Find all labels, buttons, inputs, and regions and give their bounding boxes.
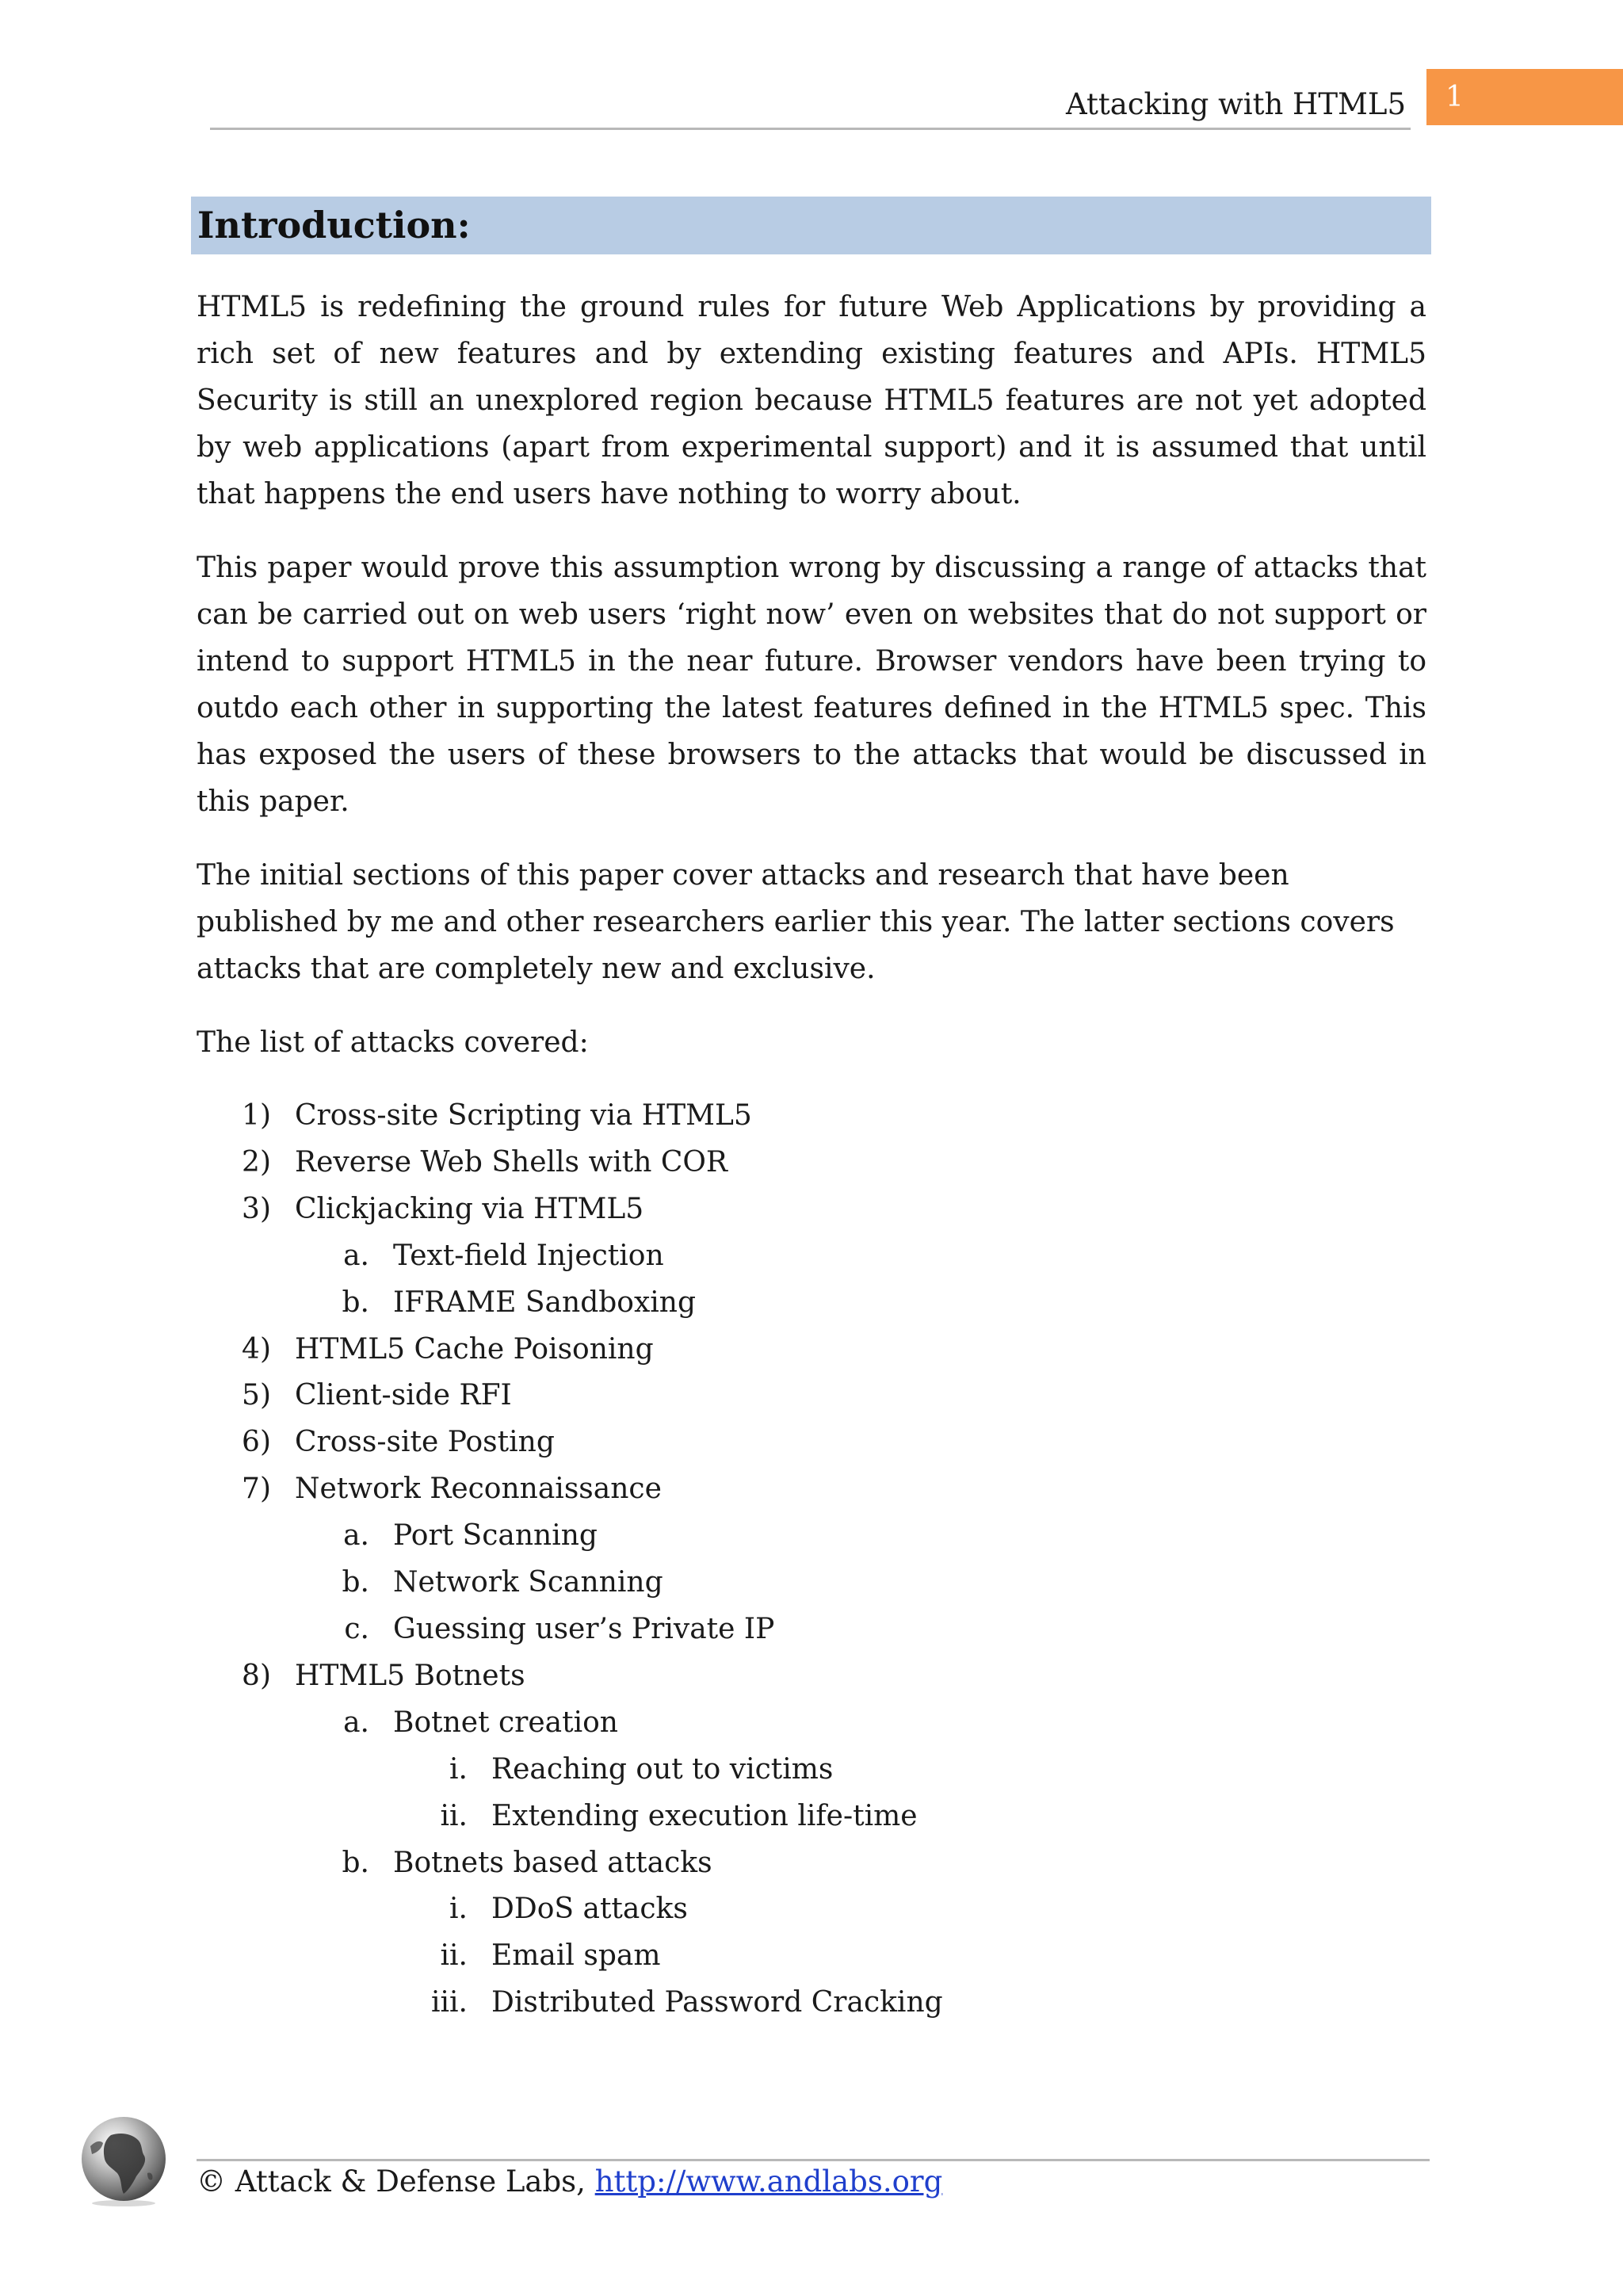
paragraph: This paper would prove this assumption wrong by discussing a range of attacks that can be carried out on web users ‘right now’ even on websites that do not support or intend to support HTML5 in the near future. Browser vendors have been trying to outdo each other in supporting the latest features defined in the HTML5 spec. This has exposed the users of these browsers to the attacks that would be discussed in this paper. xyxy=(197,552,1426,818)
page-number: 1 xyxy=(1445,81,1464,113)
list-item xyxy=(197,1140,1426,1186)
list-item-text: Network Reconnaissance xyxy=(295,1473,662,1506)
list-marker: a. xyxy=(343,1239,369,1272)
list-item-text: Text-field Injection xyxy=(393,1239,664,1272)
list-item-text: Email spam xyxy=(491,1939,661,1973)
list-item xyxy=(197,1373,1426,1419)
list-marker: 5) xyxy=(242,1379,271,1412)
list-item xyxy=(197,1513,1426,1560)
list-item-text: Distributed Password Cracking xyxy=(491,1986,943,2019)
list-marker: a. xyxy=(343,1519,369,1553)
list-marker: 1) xyxy=(242,1099,271,1132)
list-item-text: IFRAME Sandboxing xyxy=(393,1286,697,1319)
footer-divider xyxy=(197,2159,1430,2161)
list-item xyxy=(197,1419,1426,1466)
list-item-text: Port Scanning xyxy=(393,1519,598,1553)
list-marker: 3) xyxy=(242,1192,271,1225)
list-item-text: Botnet creation xyxy=(393,1706,618,1739)
page-number-tab xyxy=(1426,69,1623,125)
list-marker: 2) xyxy=(242,1145,271,1179)
list-marker: 6) xyxy=(242,1426,271,1459)
list-item xyxy=(197,1186,1426,1233)
footer-link[interactable]: http://www.andlabs.org xyxy=(594,2164,943,2199)
list-marker: a. xyxy=(343,1706,369,1739)
list-item xyxy=(197,1933,1426,1980)
footer-copyright: © Attack & Defense Labs, xyxy=(197,2164,595,2199)
list-item-text: Clickjacking via HTML5 xyxy=(295,1192,644,1225)
list-item-text: Botnets based attacks xyxy=(393,1846,712,1879)
list-item xyxy=(197,1700,1426,1747)
body-content xyxy=(197,284,1426,2027)
list-marker: 8) xyxy=(242,1659,271,1692)
list-item-text: Reverse Web Shells with COR xyxy=(295,1145,728,1179)
list-item xyxy=(197,1466,1426,1513)
list-item-text: HTML5 Botnets xyxy=(295,1659,525,1692)
list-intro: The list of attacks covered: xyxy=(197,1026,589,1059)
list-item-text: Network Scanning xyxy=(393,1566,663,1599)
list-marker: b. xyxy=(342,1566,369,1599)
list-item-text: HTML5 Cache Poisoning xyxy=(295,1332,654,1366)
list-marker: 7) xyxy=(242,1473,271,1506)
list-item xyxy=(197,1980,1426,2027)
list-item xyxy=(197,1280,1426,1327)
list-marker: b. xyxy=(342,1846,369,1879)
list-item xyxy=(197,1560,1426,1606)
list-item xyxy=(197,1606,1426,1653)
list-item-text: Extending execution life-time xyxy=(491,1799,918,1832)
attack-list xyxy=(197,1093,1426,2027)
list-item xyxy=(197,1747,1426,1794)
list-item xyxy=(197,1794,1426,1840)
list-item-text: Cross-site Scripting via HTML5 xyxy=(295,1099,752,1132)
list-item xyxy=(197,1840,1426,1887)
list-marker: iii. xyxy=(431,1986,468,2019)
footer xyxy=(197,2162,942,2202)
running-header-title: Attacking with HTML5 xyxy=(1065,87,1406,121)
section-heading: Introduction: xyxy=(191,197,1431,254)
globe-icon xyxy=(79,2115,168,2206)
list-marker: i. xyxy=(449,1752,468,1786)
list-marker: b. xyxy=(342,1286,369,1319)
list-item xyxy=(197,1886,1426,1933)
list-marker: c. xyxy=(344,1612,369,1645)
list-item-text: Cross-site Posting xyxy=(295,1426,555,1459)
list-marker: ii. xyxy=(440,1939,468,1973)
list-item-text: DDoS attacks xyxy=(491,1893,688,1926)
list-marker: ii. xyxy=(440,1799,468,1832)
list-item-text: Client-side RFI xyxy=(295,1379,512,1412)
list-item-text: Guessing user’s Private IP xyxy=(393,1612,775,1645)
paragraph: The initial sections of this paper cover attacks and research that have been published by me and other researchers earlier this year. The latter sections covers attacks that are completely new and exclusive. xyxy=(197,859,1395,985)
list-marker: i. xyxy=(449,1893,468,1926)
list-item-text: Reaching out to victims xyxy=(491,1752,834,1786)
list-item xyxy=(197,1233,1426,1280)
list-marker: 4) xyxy=(242,1332,271,1366)
header-divider xyxy=(210,128,1411,130)
paragraph: HTML5 is redefining the ground rules for future Web Applications by providing a rich set of new features and by extending existing features and APIs. HTML5 Security is still an unexplored region because HTML5 features are not yet adopted by web applications (apart from experimental support) and it is assumed that until that happens the end users have nothing to worry about. xyxy=(197,291,1426,510)
list-item xyxy=(197,1653,1426,1700)
list-item xyxy=(197,1093,1426,1140)
list-item xyxy=(197,1327,1426,1373)
